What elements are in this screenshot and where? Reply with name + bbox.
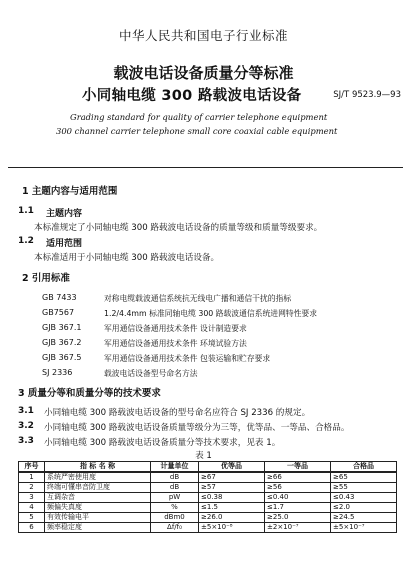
ref-code: SJ 2336 xyxy=(42,368,73,377)
section3-item-text: 小同轴电缆 300 路载波电话设备质量分等技术要求，见表 1。 xyxy=(44,438,281,448)
table-caption: 表 1 xyxy=(195,451,212,461)
section1-2-number: 1.2 xyxy=(18,236,34,246)
table-header-row xyxy=(19,462,397,473)
table-cell: ≥65 xyxy=(331,472,397,483)
table-cell: ≥26.0 xyxy=(199,513,265,523)
table-row xyxy=(19,483,397,493)
table-cell: ≥66 xyxy=(265,472,331,483)
table-cell: ≤0.40 xyxy=(265,493,331,503)
table-row xyxy=(19,493,397,503)
table-cell: ±2×10⁻⁷ xyxy=(265,523,331,533)
ref-code: GJB 367.1 xyxy=(42,323,82,332)
table-cell: dB xyxy=(151,472,199,483)
table-row xyxy=(19,472,397,483)
table-cell: dB xyxy=(151,483,199,493)
column-header: 指 标 名 称 xyxy=(45,462,151,473)
section1-2-title: 适用范围 xyxy=(46,239,83,249)
table-cell: dBm0 xyxy=(151,513,199,523)
ref-code: GJB 367.2 xyxy=(42,338,82,347)
section3-item-number: 3.2 xyxy=(18,421,34,431)
section1-1-title: 主题内容 xyxy=(46,209,83,219)
section1-1-number: 1.1 xyxy=(18,206,34,216)
english-title-line1: Grading standard for quality of carrier telephone equipment xyxy=(70,112,328,122)
section3-item-text: 小同轴电缆 300 路载波电话设备质量等级分为三等，优等品、一等品、合格品。 xyxy=(44,423,350,433)
table-cell: 终端可懂串音防卫度 xyxy=(45,483,151,493)
table-cell: ≥67 xyxy=(199,472,265,483)
table-cell: 2 xyxy=(19,483,45,493)
table-cell: 1 xyxy=(19,472,45,483)
table-cell: 有效传输电平 xyxy=(45,513,151,523)
column-header: 计量单位 xyxy=(151,462,199,473)
quality-grade-table xyxy=(18,461,397,533)
table-row xyxy=(19,513,397,523)
ref-code: GB7567 xyxy=(42,308,75,317)
table-cell: ≥55 xyxy=(331,483,397,493)
ref-code: GJB 367.5 xyxy=(42,353,82,362)
english-title-line2: 300 channel carrier telephone small core coaxial cable equipment xyxy=(56,126,338,136)
section3-item-number: 3.3 xyxy=(18,436,34,446)
document-title: 载波电话设备质量分等标准 xyxy=(113,64,294,82)
table-cell: ≥56 xyxy=(265,483,331,493)
ref-title: 军用通信设备通用技术条件 设计制造要求 xyxy=(104,324,247,333)
table-cell: Δf/f₀ xyxy=(151,523,199,533)
table-cell: ≥25.0 xyxy=(265,513,331,523)
ref-title: 军用通信设备通用技术条件 环境试验方法 xyxy=(104,339,247,348)
ref-title: 对称电缆载波通信系统抗无线电广播和通信干扰的指标 xyxy=(104,294,292,303)
issuing-agency: 中华人民共和国电子行业标准 xyxy=(118,28,288,43)
table-cell: 6 xyxy=(19,523,45,533)
table-cell: ±5×10⁻⁸ xyxy=(199,523,265,533)
section1-1-text: 本标准规定了小同轴电缆 300 路载波电话设备的质量等级和质量等级要求。 xyxy=(34,223,323,233)
table-cell: ≤0.38 xyxy=(199,493,265,503)
table-cell: 互调杂音 xyxy=(45,493,151,503)
table-row xyxy=(19,523,397,533)
section2-heading: 2 引用标准 xyxy=(22,273,70,284)
table-cell: ±5×10⁻⁷ xyxy=(331,523,397,533)
standard-code: SJ/T 9523.9—93 xyxy=(333,90,401,100)
section1-heading: 1 主题内容与适用范围 xyxy=(22,186,118,197)
ref-title: 军用通信设备通用技术条件 包装运输和贮存要求 xyxy=(104,354,271,363)
table-cell: ≤1.5 xyxy=(199,503,265,513)
table-cell: % xyxy=(151,503,199,513)
table-cell: ≥57 xyxy=(199,483,265,493)
table-cell: pW xyxy=(151,493,199,503)
table-cell: 4 xyxy=(19,503,45,513)
ref-title: 载波电话设备型号命名方法 xyxy=(104,369,198,378)
table-row xyxy=(19,503,397,513)
column-header: 序号 xyxy=(19,462,45,473)
table-cell: ≤1.7 xyxy=(265,503,331,513)
table-cell: ≤0.43 xyxy=(331,493,397,503)
ref-code: GB 7433 xyxy=(42,293,77,302)
section1-2-text: 本标准适用于小同轴电缆 300 路载波电话设备。 xyxy=(34,253,220,263)
table-cell: 频偏失真度 xyxy=(45,503,151,513)
column-header: 一等品 xyxy=(265,462,331,473)
table-cell: 3 xyxy=(19,493,45,503)
table-cell: ≥24.5 xyxy=(331,513,397,523)
table-cell: ≤2.0 xyxy=(331,503,397,513)
ref-title: 1.2/4.4mm 标准同轴电缆 300 路载波通信系统进网特性要求 xyxy=(104,309,318,318)
document-subtitle: 小同轴电缆 300 路载波电话设备 xyxy=(82,88,302,104)
section3-heading: 3 质量分等和质量分等的技术要求 xyxy=(18,388,161,399)
table-cell: 频率稳定度 xyxy=(45,523,151,533)
section3-item-number: 3.1 xyxy=(18,406,34,416)
header-divider xyxy=(8,167,403,168)
section3-item-text: 小同轴电缆 300 路载波电话设备的型号命名应符合 SJ 2336 的规定。 xyxy=(44,408,311,418)
column-header: 优等品 xyxy=(199,462,265,473)
table-cell: 5 xyxy=(19,513,45,523)
table-cell: 系统严密使用度 xyxy=(45,472,151,483)
column-header: 合格品 xyxy=(331,462,397,473)
